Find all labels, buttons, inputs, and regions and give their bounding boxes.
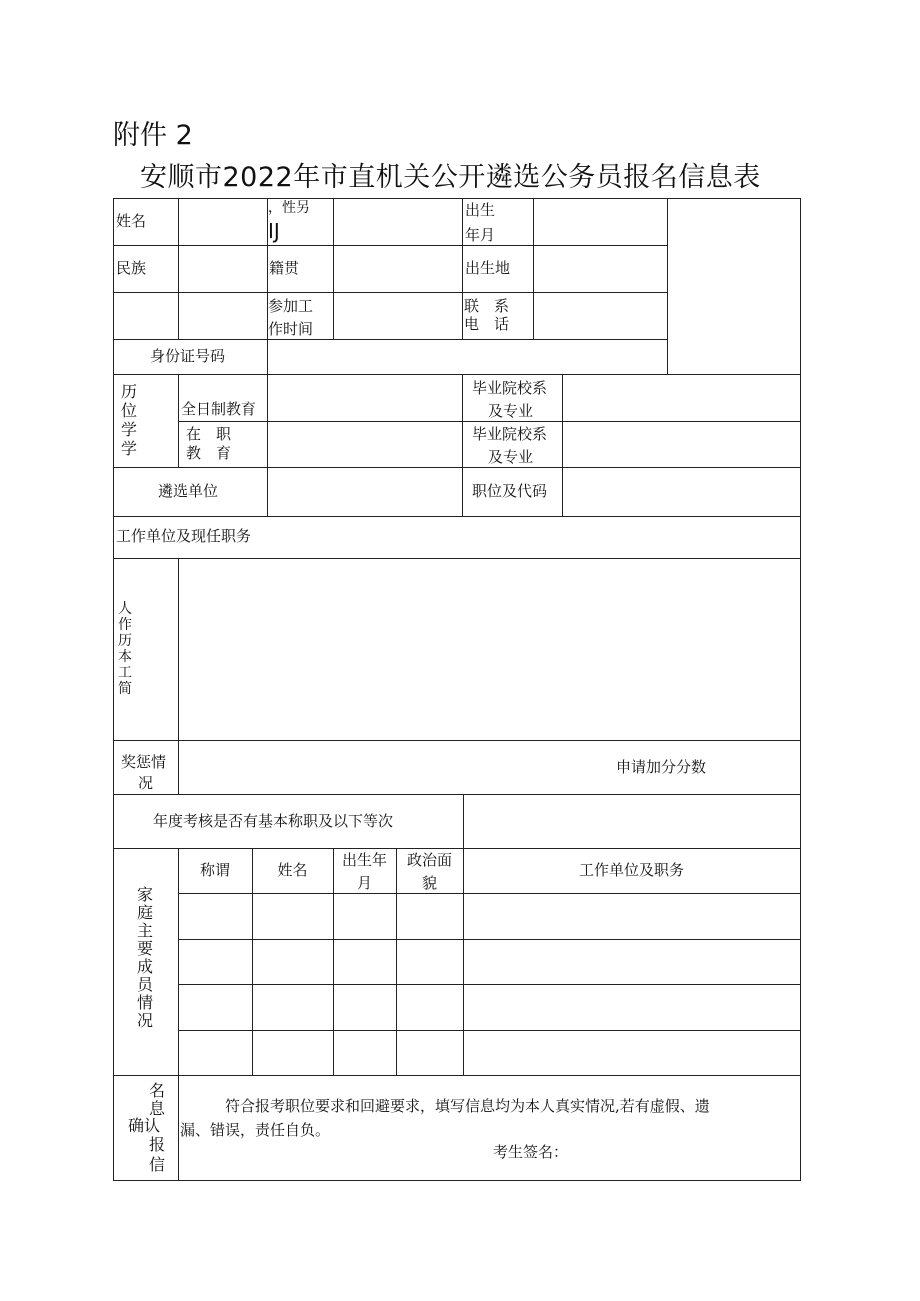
native-place-label: 籍贯 (269, 259, 300, 277)
work-start-label-line1: 参加工 (268, 297, 314, 315)
degree-char: 学 (120, 439, 137, 458)
position-code-label: 职位及代码 (472, 482, 548, 500)
resume-char: 历 (118, 633, 132, 649)
resume-char: 简 (118, 681, 132, 697)
resume-char: 工 (118, 665, 132, 681)
awards-label-line2: 况 (138, 774, 154, 792)
family-header-relation: 称谓 (199, 861, 230, 879)
family-char: 主 (136, 921, 153, 940)
family-header-name: 姓名 (277, 861, 308, 879)
family-char: 成 (136, 957, 153, 976)
declaration-line1: 符合报考职位要求和回避要求，填写信息均为本人真实情况,若有虚假、遗 (225, 1097, 710, 1115)
confirm-char: 名 (148, 1081, 165, 1100)
inservice-edu-line2: 教 育 (186, 444, 232, 462)
form-title: 安顺市2022年市直机关公开遴选公务员报名信息表 (140, 162, 761, 193)
fulltime-edu-label: 全日制教育 (181, 400, 257, 418)
degree-char: 学 (120, 420, 137, 439)
inservice-edu-line1: 在 职 (186, 425, 232, 443)
family-header-birth-line1: 出生年 (341, 851, 387, 869)
signature-label: 考生签名： (493, 1143, 569, 1161)
phone-label-line1: 联 系 (464, 297, 510, 315)
family-char: 家 (136, 885, 153, 904)
birth-label-line1: 出生 (465, 201, 496, 219)
birthplace-label: 出生地 (465, 259, 511, 277)
school-major-1-line1: 毕业院校系 (472, 379, 548, 397)
family-char: 庭 (136, 903, 153, 922)
attachment-label: 附件 2 (113, 120, 193, 151)
name-label: 姓名 (116, 212, 147, 230)
family-char: 要 (136, 939, 153, 958)
confirm-char: 信 (148, 1155, 165, 1174)
family-header-birth-line2: 月 (356, 874, 372, 892)
confirm-char: 确认 (128, 1116, 161, 1135)
resume-char: 本 (118, 649, 132, 665)
work-start-label-line2: 作时间 (268, 320, 314, 338)
current-work-label: 工作单位及现任职务 (116, 527, 252, 545)
appraisal-label: 年度考核是否有基本称职及以下等次 (153, 812, 394, 830)
family-header-work: 工作单位及职务 (578, 861, 684, 879)
family-char: 况 (136, 1011, 153, 1030)
bonus-points-label: 申请加分分数 (616, 758, 707, 776)
awards-label-line1: 奖惩情 (121, 753, 167, 771)
id-number-label: 身份证号码 (150, 347, 226, 365)
degree-char: 位 (120, 401, 137, 420)
family-char: 情 (136, 993, 153, 1012)
family-char: 员 (136, 975, 153, 994)
confirm-char: 息 (148, 1099, 165, 1118)
confirm-char: 报 (148, 1135, 165, 1154)
photo-area[interactable] (667, 198, 800, 374)
family-header-political-line2: 貌 (421, 874, 437, 892)
school-major-1-line2: 及专业 (488, 402, 534, 420)
phone-label-line2: 电 话 (464, 315, 510, 333)
selection-unit-label: 遴选单位 (158, 482, 219, 500)
school-major-2-line1: 毕业院校系 (472, 425, 548, 443)
gender-label-suffix: IJ (268, 219, 280, 243)
declaration-line2: 漏、错误，责任自负。 (180, 1121, 331, 1139)
family-header-political-line1: 政治面 (406, 851, 452, 869)
gender-label: ，性另 (268, 200, 310, 216)
resume-char: 作 (118, 617, 132, 633)
birth-label-line2: 年月 (465, 226, 496, 244)
school-major-2-line2: 及专业 (488, 448, 534, 466)
degree-char: 历 (120, 382, 137, 401)
resume-char: 人 (118, 601, 132, 617)
ethnicity-label: 民族 (116, 259, 147, 277)
